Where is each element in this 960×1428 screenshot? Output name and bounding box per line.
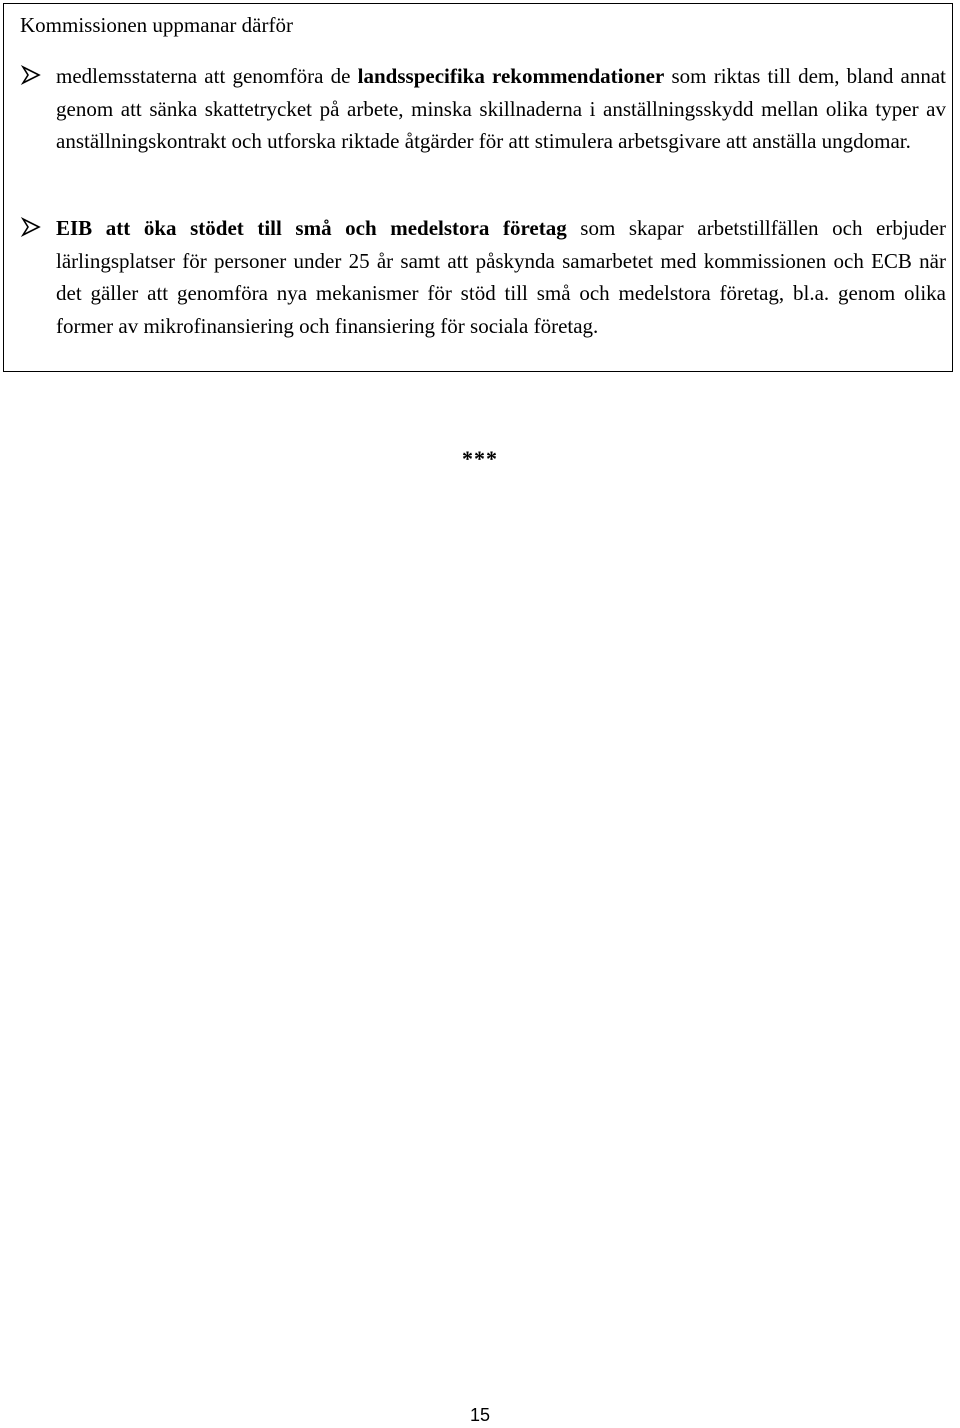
bullet-text	[56, 212, 946, 342]
recommendation-box	[3, 3, 953, 372]
bullet-text	[56, 60, 946, 158]
bullet-text-start: medlemsstaterna att genomföra de	[56, 64, 358, 88]
bullet-text-rest: som skapar arbetstillfällen och erbjuder lärlingsplatser för personer under 25 år samt att påskynda samarbetet med kommissionen och ECB när det gäller att genomföra nya mekanismer för stöd till små och medelstora företag, bl.a. genom olika former av mikrofinansiering och finansiering för sociala företag.	[56, 216, 946, 338]
arrowhead-bullet-icon	[20, 216, 42, 238]
page-number: 15	[469, 1405, 491, 1425]
bullet-text-emphasis: landsspecifika rekommendationer	[357, 64, 665, 88]
arrowhead-bullet-icon	[20, 64, 42, 86]
bullet-item-eib	[20, 212, 946, 342]
bullet-item-member-states	[20, 60, 946, 158]
section-separator: ***	[462, 446, 498, 471]
bullet-text-rest: som riktas till dem, bland annat genom att sänka skattetrycket på arbete, minska skillnaderna i anställningsskydd mellan olika typer av anställningskontrakt och utforska riktade åtgärder för att stimulera arbetsgivare att anställa ungdomar.	[56, 64, 946, 153]
bullet-text-emphasis: EIB att öka stödet till små och medelstora företag	[56, 216, 567, 240]
intro-text: Kommissionen uppmanar därför	[20, 13, 293, 37]
